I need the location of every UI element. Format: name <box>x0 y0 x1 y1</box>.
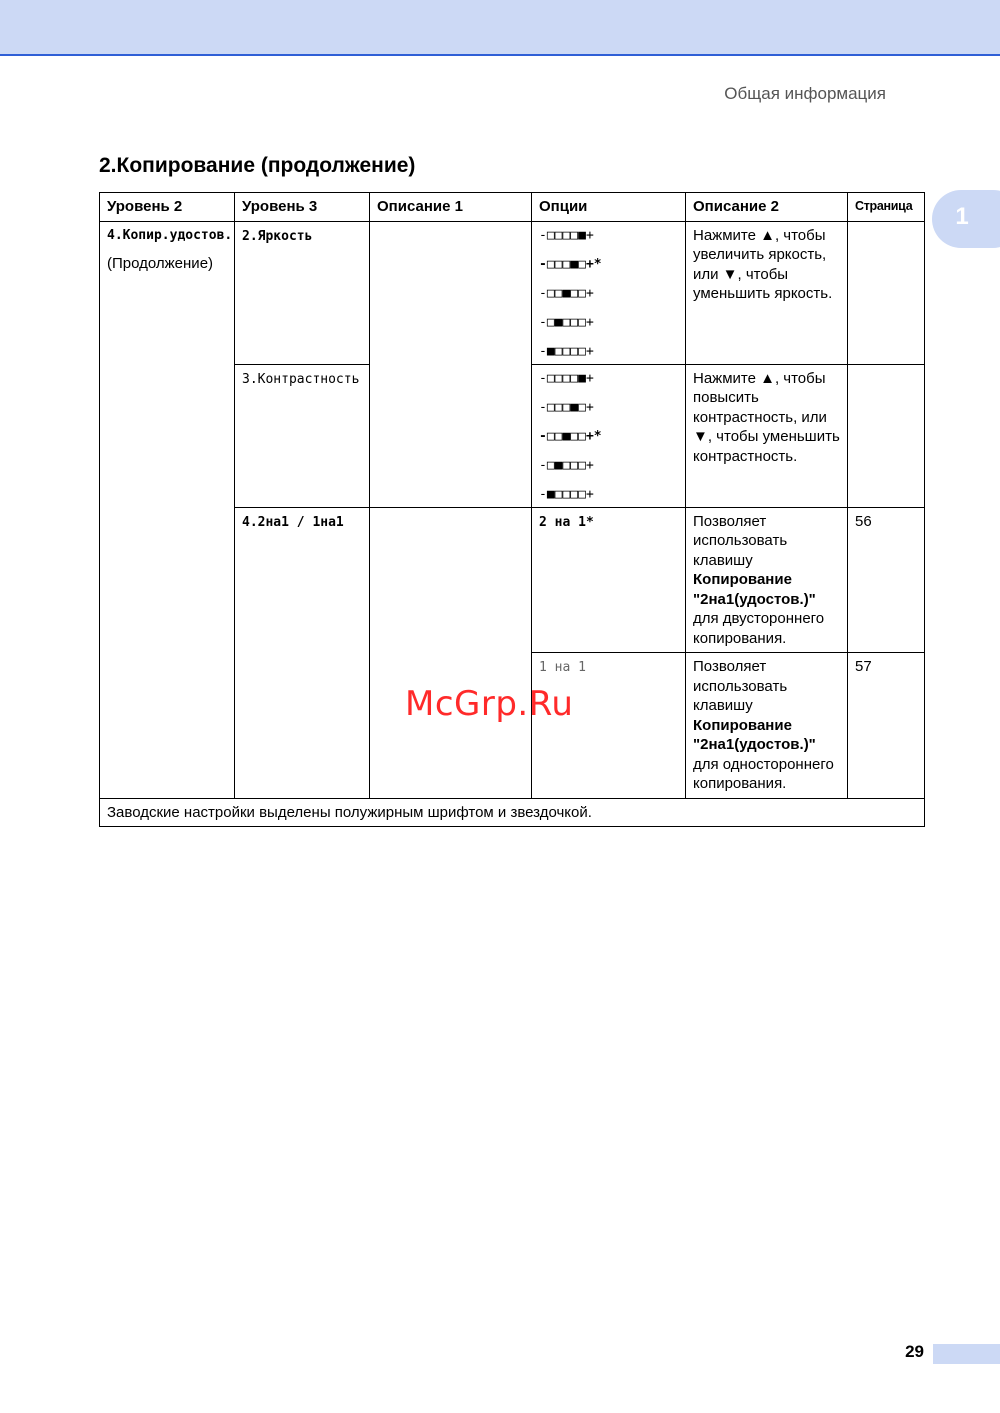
page-brightness <box>848 221 925 364</box>
desc-text: Позволяет <box>693 658 767 675</box>
bottom-page-tab <box>933 1344 1000 1364</box>
option-item: -■□□□□+ <box>539 343 594 359</box>
watermark: McGrp.Ru <box>405 684 574 724</box>
desc-text: Позволяет <box>693 512 767 530</box>
settings-table <box>99 192 925 827</box>
desc-key-name: Копирование <box>693 716 792 734</box>
option-item: -□■□□□+ <box>539 314 594 330</box>
options-contrast <box>532 364 686 507</box>
description2-2in1 <box>686 507 848 653</box>
desc-text: для двустороннего <box>693 610 825 627</box>
option-2in1 <box>532 507 686 653</box>
option-item: -■□□□□+ <box>539 486 594 502</box>
table-footnote-row <box>100 798 925 827</box>
option-item: 1 на 1 <box>539 660 586 675</box>
option-item-default: 2 на 1* <box>539 514 594 530</box>
option-item: -□□□□■+ <box>539 227 594 243</box>
running-header: Общая информация <box>724 84 886 103</box>
level3-label: 3.Контрастность <box>242 371 360 387</box>
level2-note: (Продолжение) <box>107 255 214 272</box>
desc-text: использовать <box>693 532 788 549</box>
table-row-brightness <box>100 221 925 364</box>
desc-key-name: "2на1(удостов.)" <box>693 736 816 753</box>
level2-code: 4.Копир.удостов. <box>107 227 233 243</box>
header-description1: Описание 1 <box>370 193 532 222</box>
desc-text: клавишу <box>693 697 753 714</box>
header-options: Опции <box>532 193 686 222</box>
level3-label: 2.Яркость <box>242 228 313 244</box>
page-1in1: 57 <box>848 653 925 799</box>
description2-1in1 <box>686 653 848 799</box>
level3-2in1 <box>235 507 370 798</box>
header-description2: Описание 2 <box>686 193 848 222</box>
option-item: -□■□□□+ <box>539 457 594 473</box>
options-brightness <box>532 221 686 364</box>
level3-contrast <box>235 364 370 507</box>
table-header-row <box>100 193 925 222</box>
option-1in1 <box>532 653 686 799</box>
page-number: 29 <box>905 1342 924 1361</box>
desc-text: для одностороннего <box>693 755 834 773</box>
desc-text: клавишу <box>693 551 753 569</box>
desc-key-name: "2на1(удостов.)" <box>693 590 816 608</box>
page-2in1: 56 <box>848 507 925 653</box>
description1-cell-lower <box>370 507 532 798</box>
desc-key-name: Копирование <box>693 571 792 588</box>
option-item: -□□□□■+ <box>539 370 594 386</box>
page-contrast <box>848 364 925 507</box>
option-item: -□□□■□+ <box>539 399 594 415</box>
desc-text: копирования. <box>693 775 787 792</box>
header-level2: Уровень 2 <box>100 193 235 222</box>
chapter-tab <box>932 190 1000 248</box>
description2-brightness: Нажмите ▲, чтобы увеличить яркость, или ▼, чтобы уменьшить яркость. <box>686 221 848 364</box>
top-banner <box>0 0 1000 56</box>
option-item-default: -□□□■□+* <box>539 256 602 272</box>
table-footnote: Заводские настройки выделены полужирным шрифтом и звездочкой. <box>100 798 925 827</box>
desc-text: копирования. <box>693 629 787 647</box>
level2-cell <box>100 221 235 798</box>
level3-label: 4.2на1 / 1на1 <box>242 514 344 530</box>
option-item: -□□■□□+ <box>539 285 594 301</box>
description2-contrast: Нажмите ▲, чтобы повысить контрастность, или ▼, чтобы уменьшить контрастность. <box>686 364 848 507</box>
description1-cell <box>370 221 532 507</box>
option-item-default: -□□■□□+* <box>539 428 602 444</box>
level3-brightness <box>235 221 370 364</box>
desc-text: использовать <box>693 677 788 695</box>
header-level3: Уровень 3 <box>235 193 370 222</box>
chapter-number: 1 <box>955 203 969 230</box>
section-title: 2.Копирование (продолжение) <box>99 154 416 177</box>
header-page: Страница <box>848 193 925 222</box>
